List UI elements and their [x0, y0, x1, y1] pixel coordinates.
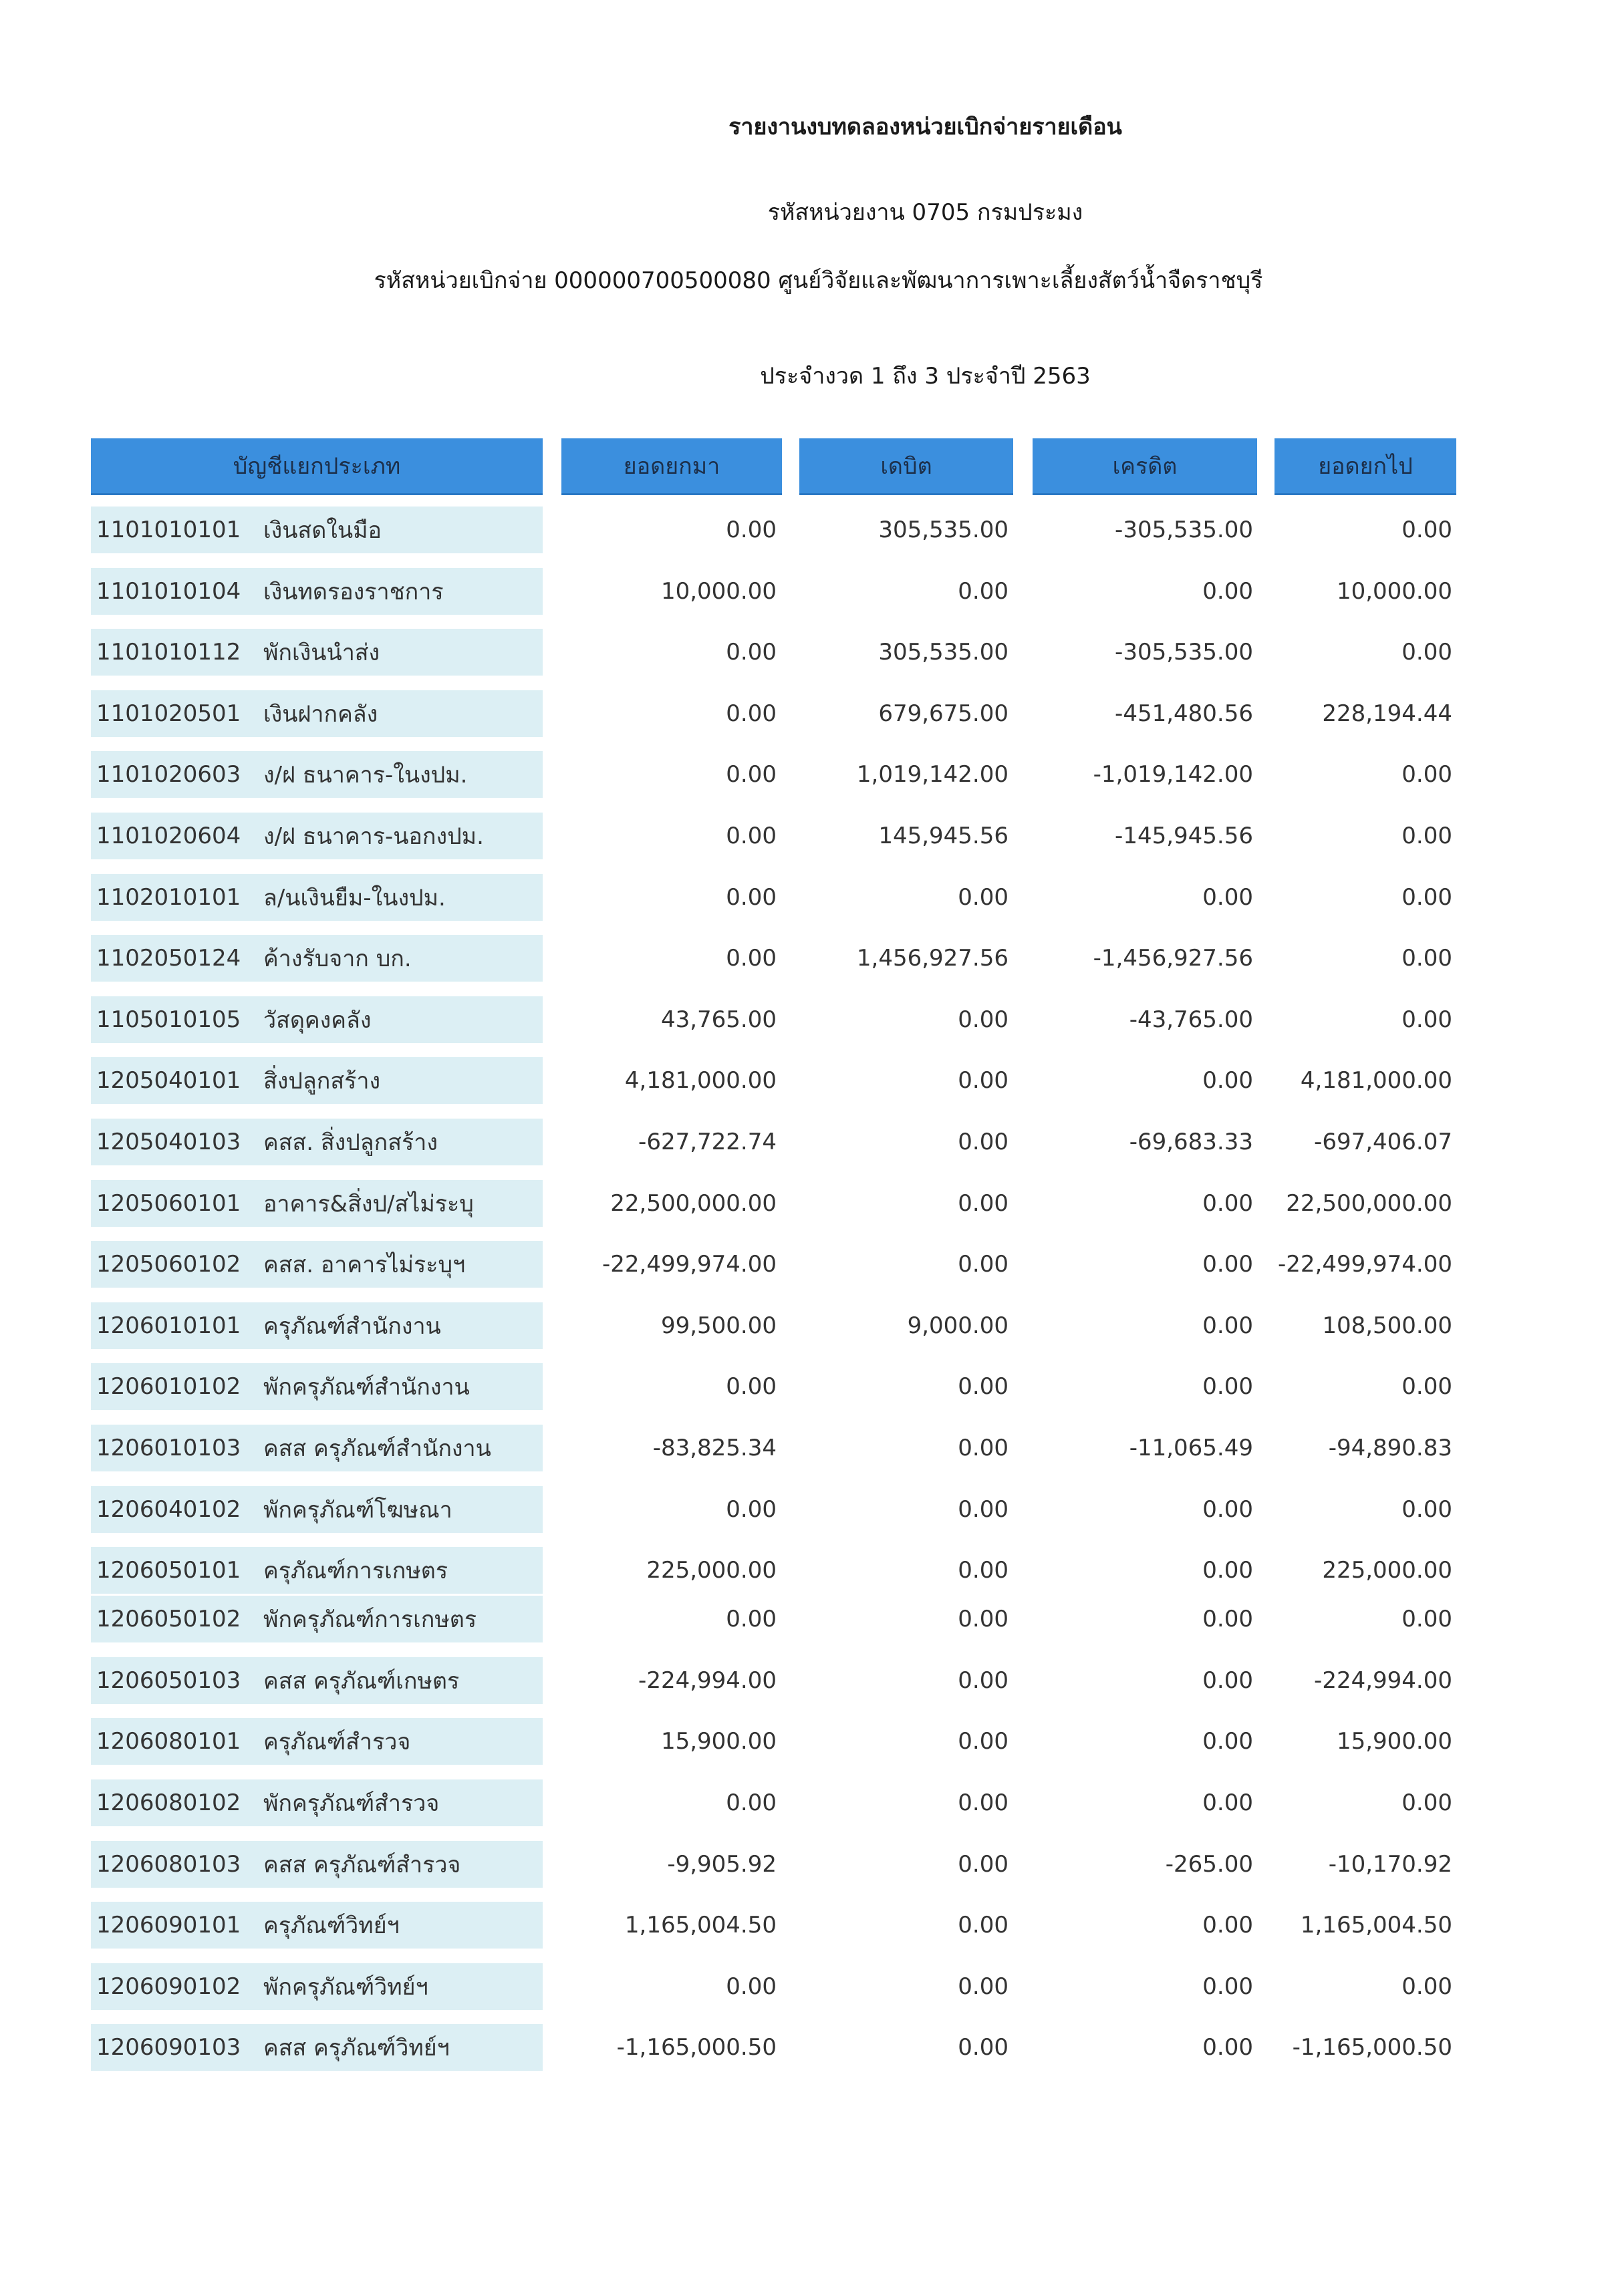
opening-balance: 0.00	[726, 761, 777, 788]
debit-amount: 0.00	[958, 1973, 1009, 2000]
header-account: บัญชีแยกประเภท	[91, 438, 543, 495]
closing-balance: 22,500,000.00	[1286, 1190, 1452, 1217]
credit-amount: 0.00	[1202, 1373, 1253, 1400]
opening-balance: 0.00	[726, 1496, 777, 1523]
closing-balance: -22,499,974.00	[1277, 1251, 1452, 1278]
debit-amount: 679,675.00	[878, 700, 1009, 727]
opening-balance: 0.00	[726, 1373, 777, 1400]
debit-amount: 1,456,927.56	[856, 945, 1009, 972]
account-name: พักครุภัณฑ์โฆษณา	[263, 1497, 452, 1524]
credit-amount: 0.00	[1202, 1667, 1253, 1694]
header-closing: ยอดยกไป	[1274, 438, 1456, 495]
account-name: ล/นเงินยืม-ในงปม.	[263, 885, 446, 911]
credit-amount: 0.00	[1202, 1251, 1253, 1278]
credit-amount: -11,065.49	[1129, 1435, 1253, 1461]
account-cell	[91, 874, 543, 921]
opening-balance: 0.00	[726, 884, 777, 911]
account-code: 1205060101	[96, 1190, 241, 1217]
account-code: 1206090103	[96, 2034, 241, 2061]
opening-balance: 10,000.00	[660, 578, 777, 605]
table-row	[0, 1596, 1610, 1642]
department-line: รหัสหน่วยงาน 0705 กรมประมง	[767, 199, 1083, 226]
disbursing-unit-line: รหัสหน่วยเบิกจ่าย 000000700500080 ศูนย์วิจัยและพัฒนาการเพาะเลี้ยงสัตว์น้ำจืดราชบุรี	[374, 267, 1263, 294]
account-name: เงินฝากคลัง	[263, 701, 378, 728]
account-name: ครุภัณฑ์สำรวจ	[263, 1729, 411, 1755]
account-cell	[91, 1718, 543, 1765]
opening-balance: -83,825.34	[652, 1435, 777, 1461]
table-row	[0, 1657, 1610, 1704]
closing-balance: 0.00	[1401, 823, 1452, 849]
account-code: 1102050124	[96, 945, 241, 972]
debit-amount: 0.00	[958, 1728, 1009, 1755]
account-cell	[91, 996, 543, 1043]
table-row	[0, 1180, 1610, 1227]
account-name: คสส ครุภัณฑ์สำนักงาน	[263, 1435, 491, 1462]
table-row	[0, 996, 1610, 1043]
account-code: 1206080101	[96, 1728, 241, 1755]
account-code: 1205060102	[96, 1251, 241, 1278]
debit-amount: 0.00	[958, 1067, 1009, 1094]
account-cell	[91, 568, 543, 615]
credit-amount: 0.00	[1202, 884, 1253, 911]
account-cell	[91, 751, 543, 798]
account-name: พักครุภัณฑ์สำรวจ	[263, 1790, 440, 1817]
credit-amount: -305,535.00	[1115, 517, 1253, 543]
debit-amount: 0.00	[958, 884, 1009, 911]
table-row	[0, 1486, 1610, 1533]
closing-balance: -1,165,000.50	[1292, 2034, 1452, 2061]
header-opening: ยอดยกมา	[561, 438, 782, 495]
closing-balance: 225,000.00	[1322, 1557, 1452, 1584]
account-cell	[91, 1841, 543, 1888]
closing-balance: -94,890.83	[1328, 1435, 1452, 1461]
credit-amount: 0.00	[1202, 1973, 1253, 2000]
table-row	[0, 1779, 1610, 1826]
account-name: คสส ครุภัณฑ์สำรวจ	[263, 1852, 461, 1878]
account-code: 1206080103	[96, 1851, 241, 1878]
account-cell	[91, 1596, 543, 1642]
account-name: พักเงินนำส่ง	[263, 639, 380, 666]
closing-balance: 4,181,000.00	[1300, 1067, 1452, 1094]
account-name: อาคาร&สิ่งป/สไม่ระบุ	[263, 1191, 474, 1217]
account-name: คสส ครุภัณฑ์เกษตร	[263, 1668, 460, 1695]
closing-balance: 0.00	[1401, 1789, 1452, 1816]
table-row	[0, 1425, 1610, 1471]
opening-balance: -627,722.74	[638, 1129, 777, 1155]
debit-amount: 0.00	[958, 1373, 1009, 1400]
closing-balance: 0.00	[1401, 1496, 1452, 1523]
account-name: พักครุภัณฑ์การเกษตร	[263, 1606, 477, 1633]
debit-amount: 0.00	[958, 1496, 1009, 1523]
table-row	[0, 629, 1610, 676]
opening-balance: 99,500.00	[660, 1312, 777, 1339]
account-code: 1206010102	[96, 1373, 241, 1400]
opening-balance: 1,165,004.50	[624, 1912, 777, 1939]
closing-balance: 0.00	[1401, 884, 1452, 911]
opening-balance: -22,499,974.00	[601, 1251, 777, 1278]
table-row	[0, 1902, 1610, 1949]
account-cell	[91, 1963, 543, 2010]
table-row	[0, 2024, 1610, 2071]
table-row	[0, 1119, 1610, 1165]
opening-balance: 0.00	[726, 1606, 777, 1632]
credit-amount: -1,456,927.56	[1093, 945, 1253, 972]
account-code: 1206010101	[96, 1312, 241, 1339]
closing-balance: -697,406.07	[1314, 1129, 1452, 1155]
opening-balance: -1,165,000.50	[616, 2034, 777, 2061]
credit-amount: 0.00	[1202, 1728, 1253, 1755]
account-cell	[91, 1180, 543, 1227]
account-name: พักครุภัณฑ์วิทย์ฯ	[263, 1974, 428, 2001]
opening-balance: 225,000.00	[646, 1557, 777, 1584]
table-row	[0, 1302, 1610, 1349]
credit-amount: -43,765.00	[1129, 1006, 1253, 1033]
table-row	[0, 751, 1610, 798]
opening-balance: 43,765.00	[660, 1006, 777, 1033]
account-cell	[91, 1902, 543, 1949]
credit-amount: 0.00	[1202, 1067, 1253, 1094]
opening-balance: 0.00	[726, 639, 777, 666]
account-code: 1101020603	[96, 761, 241, 788]
closing-balance: 0.00	[1401, 517, 1452, 543]
account-code: 1101020604	[96, 823, 241, 849]
table-row	[0, 1241, 1610, 1288]
closing-balance: 0.00	[1401, 1006, 1452, 1033]
account-name: ง/ฝ ธนาคาร-ในงปม.	[263, 762, 468, 788]
account-code: 1101010112	[96, 639, 241, 666]
account-code: 1101010104	[96, 578, 241, 605]
table-row	[0, 1547, 1610, 1594]
debit-amount: 0.00	[958, 1557, 1009, 1584]
account-name: ค้างรับจาก บก.	[263, 946, 412, 972]
debit-amount: 0.00	[958, 1912, 1009, 1939]
credit-amount: 0.00	[1202, 1557, 1253, 1584]
account-code: 1206040102	[96, 1496, 241, 1523]
closing-balance: 228,194.44	[1322, 700, 1452, 727]
opening-balance: -224,994.00	[638, 1667, 777, 1694]
account-cell	[91, 507, 543, 553]
account-name: ครุภัณฑ์การเกษตร	[263, 1558, 448, 1584]
account-cell	[91, 1547, 543, 1594]
table-row	[0, 874, 1610, 921]
debit-amount: 0.00	[958, 1190, 1009, 1217]
account-code: 1101010101	[96, 517, 241, 543]
debit-amount: 0.00	[958, 1435, 1009, 1461]
account-code: 1206010103	[96, 1435, 241, 1461]
account-code: 1205040103	[96, 1129, 241, 1155]
opening-balance: 0.00	[726, 1789, 777, 1816]
table-row	[0, 1841, 1610, 1888]
account-name: คสส ครุภัณฑ์วิทย์ฯ	[263, 2035, 450, 2061]
header-debit: เดบิต	[799, 438, 1013, 495]
debit-amount: 0.00	[958, 2034, 1009, 2061]
account-name: เงินทดรองราชการ	[263, 579, 444, 605]
opening-balance: 15,900.00	[660, 1728, 777, 1755]
account-name: ง/ฝ ธนาคาร-นอกงปม.	[263, 823, 484, 850]
debit-amount: 0.00	[958, 1006, 1009, 1033]
opening-balance: 0.00	[726, 1973, 777, 2000]
opening-balance: 0.00	[726, 945, 777, 972]
account-code: 1105010105	[96, 1006, 241, 1033]
account-code: 1102010101	[96, 884, 241, 911]
account-code: 1206090101	[96, 1912, 241, 1939]
account-name: ครุภัณฑ์วิทย์ฯ	[263, 1912, 400, 1939]
closing-balance: -10,170.92	[1328, 1851, 1452, 1878]
period-line: ประจำงวด 1 ถึง 3 ประจำปี 2563	[760, 363, 1091, 390]
debit-amount: 0.00	[958, 1251, 1009, 1278]
account-cell	[91, 1486, 543, 1533]
credit-amount: -451,480.56	[1115, 700, 1253, 727]
opening-balance: 0.00	[726, 517, 777, 543]
credit-amount: 0.00	[1202, 1912, 1253, 1939]
closing-balance: 0.00	[1401, 1606, 1452, 1632]
account-cell	[91, 2024, 543, 2071]
account-code: 1205040101	[96, 1067, 241, 1094]
closing-balance: 1,165,004.50	[1300, 1912, 1452, 1939]
account-cell	[91, 690, 543, 737]
opening-balance: 0.00	[726, 823, 777, 849]
debit-amount: 1,019,142.00	[856, 761, 1009, 788]
credit-amount: -305,535.00	[1115, 639, 1253, 666]
account-name: ครุภัณฑ์สำนักงาน	[263, 1313, 441, 1340]
account-code: 1206050103	[96, 1667, 241, 1694]
debit-amount: 0.00	[958, 1129, 1009, 1155]
table-row	[0, 1363, 1610, 1410]
table-row	[0, 568, 1610, 615]
closing-balance: 0.00	[1401, 761, 1452, 788]
credit-amount: 0.00	[1202, 1190, 1253, 1217]
debit-amount: 0.00	[958, 1851, 1009, 1878]
closing-balance: 0.00	[1401, 639, 1452, 666]
report-title: รายงานงบทดลองหน่วยเบิกจ่ายรายเดือน	[728, 114, 1122, 140]
account-cell	[91, 1057, 543, 1104]
credit-amount: 0.00	[1202, 1606, 1253, 1632]
table-row	[0, 690, 1610, 737]
credit-amount: -69,683.33	[1129, 1129, 1253, 1155]
account-cell	[91, 629, 543, 676]
account-name: วัสดุคงคลัง	[263, 1007, 372, 1034]
account-name: สิ่งปลูกสร้าง	[263, 1068, 381, 1095]
debit-amount: 0.00	[958, 1789, 1009, 1816]
debit-amount: 145,945.56	[878, 823, 1009, 849]
closing-balance: 0.00	[1401, 1973, 1452, 2000]
account-cell	[91, 1657, 543, 1704]
account-name: พักครุภัณฑ์สำนักงาน	[263, 1374, 470, 1401]
closing-balance: 15,900.00	[1336, 1728, 1452, 1755]
credit-amount: 0.00	[1202, 1312, 1253, 1339]
account-code: 1206050102	[96, 1606, 241, 1632]
debit-amount: 305,535.00	[878, 517, 1009, 543]
opening-balance: 0.00	[726, 700, 777, 727]
table-row	[0, 1718, 1610, 1765]
debit-amount: 0.00	[958, 1667, 1009, 1694]
table-row	[0, 1057, 1610, 1104]
account-cell	[91, 1425, 543, 1471]
closing-balance: 10,000.00	[1336, 578, 1452, 605]
account-name: เงินสดในมือ	[263, 517, 382, 544]
table-row	[0, 813, 1610, 859]
credit-amount: 0.00	[1202, 578, 1253, 605]
credit-amount: 0.00	[1202, 2034, 1253, 2061]
closing-balance: 0.00	[1401, 1373, 1452, 1400]
closing-balance: 0.00	[1401, 945, 1452, 972]
account-cell	[91, 813, 543, 859]
credit-amount: -145,945.56	[1115, 823, 1253, 849]
account-cell	[91, 935, 543, 982]
closing-balance: -224,994.00	[1314, 1667, 1452, 1694]
table-row	[0, 935, 1610, 982]
debit-amount: 305,535.00	[878, 639, 1009, 666]
account-cell	[91, 1779, 543, 1826]
table-row	[0, 507, 1610, 553]
debit-amount: 9,000.00	[907, 1312, 1009, 1339]
opening-balance: 22,500,000.00	[610, 1190, 777, 1217]
account-name: คสส. อาคารไม่ระบุฯ	[263, 1252, 466, 1278]
debit-amount: 0.00	[958, 1606, 1009, 1632]
account-cell	[91, 1302, 543, 1349]
account-code: 1101020501	[96, 700, 241, 727]
account-code: 1206090102	[96, 1973, 241, 2000]
opening-balance: -9,905.92	[667, 1851, 777, 1878]
account-code: 1206080102	[96, 1789, 241, 1816]
account-code: 1206050101	[96, 1557, 241, 1584]
opening-balance: 4,181,000.00	[624, 1067, 777, 1094]
debit-amount: 0.00	[958, 578, 1009, 605]
credit-amount: -265.00	[1165, 1851, 1253, 1878]
account-cell	[91, 1363, 543, 1410]
credit-amount: 0.00	[1202, 1789, 1253, 1816]
closing-balance: 108,500.00	[1322, 1312, 1452, 1339]
credit-amount: -1,019,142.00	[1093, 761, 1253, 788]
account-name: คสส. สิ่งปลูกสร้าง	[263, 1129, 438, 1156]
account-cell	[91, 1241, 543, 1288]
header-credit: เครดิต	[1033, 438, 1257, 495]
credit-amount: 0.00	[1202, 1496, 1253, 1523]
account-cell	[91, 1119, 543, 1165]
table-row	[0, 1963, 1610, 2010]
